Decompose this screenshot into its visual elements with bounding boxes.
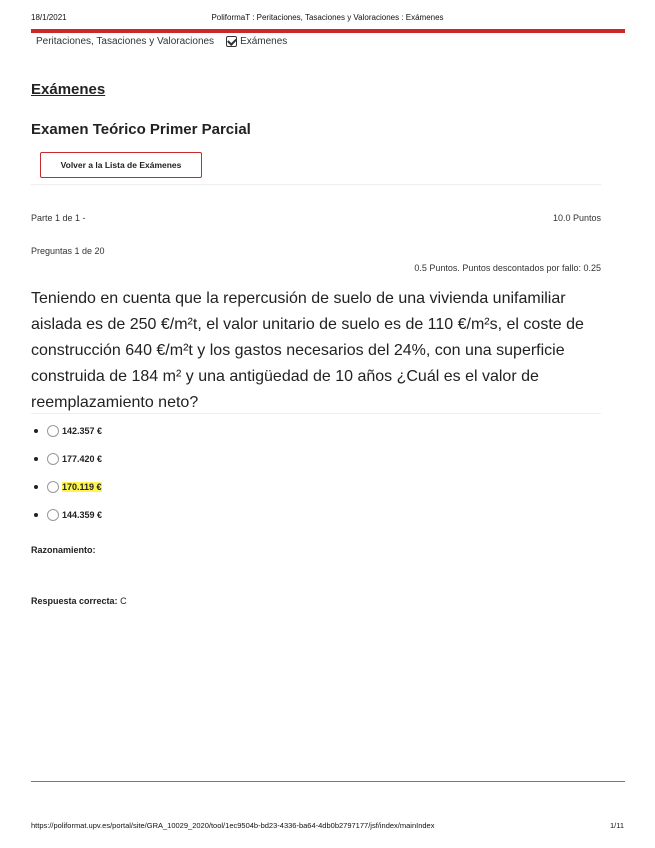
answer-option-a: [31, 417, 102, 445]
radio-button[interactable]: [47, 481, 59, 493]
answer-option-c: [31, 473, 102, 501]
option-label-highlighted: 170.119 €: [62, 482, 102, 492]
option-label: 177.420 €: [62, 454, 103, 464]
print-header: [31, 13, 624, 27]
section-title: Exámenes: [31, 81, 106, 98]
print-title: PoliformaT : Peritaciones, Tasaciones y Valoraciones : Exámenes: [211, 13, 444, 22]
option-label: 144.359 €: [62, 510, 103, 520]
correct-answer: [31, 596, 127, 606]
radio-button[interactable]: [47, 425, 59, 437]
exam-title: Examen Teórico Primer Parcial: [31, 121, 251, 138]
option-label: 142.357 €: [62, 426, 103, 436]
total-points: 10.0 Puntos: [552, 213, 601, 223]
portal-accent-bar: [31, 29, 625, 33]
correct-answer-value: C: [120, 596, 127, 606]
radio-button[interactable]: [47, 509, 59, 521]
bullet-icon: [34, 457, 38, 461]
part-indicator: Parte 1 de 1 -: [31, 213, 86, 223]
breadcrumb: [36, 36, 287, 47]
answer-options: [31, 417, 102, 529]
print-url: https://poliformat.upv.es/portal/site/GRA_10029_2020/tool/1ec9504b-bd23-4336-ba64-4db0b2797177/jsf/index/mainIndex: [31, 821, 435, 830]
reasoning-label: Razonamiento:: [31, 545, 96, 555]
print-date: 18/1/2021: [31, 13, 67, 22]
answer-option-d: [31, 501, 102, 529]
footer-divider: [31, 781, 625, 782]
answer-option-b: [31, 445, 102, 473]
back-to-exam-list-button[interactable]: Volver a la Lista de Exámenes: [40, 152, 202, 178]
radio-button[interactable]: [47, 453, 59, 465]
bullet-icon: [34, 429, 38, 433]
bullet-icon: [34, 513, 38, 517]
checkbox-icon: [226, 36, 237, 47]
correct-answer-label: Respuesta correcta:: [31, 596, 118, 606]
question-count: Preguntas 1 de 20: [31, 246, 105, 256]
question-points: 0.5 Puntos. Puntos descontados por fallo: 0.25: [414, 263, 601, 273]
question-text: Teniendo en cuenta que la repercusión de suelo de una vivienda unifamiliar aislada es de 250 €/m²t, el valor unitario de suelo es de 110 €/m²s, el coste de construcción 640 €/m²t y los gastos necesarios del 24%, con una superficie construida de 184 m² y una antigüedad de 10 años ¿Cuál es el valor de reemplazamiento neto?: [31, 290, 584, 411]
breadcrumb-current[interactable]: Exámenes: [240, 36, 288, 47]
page-number: 1/11: [609, 821, 624, 830]
divider: [31, 184, 601, 185]
breadcrumb-course[interactable]: Peritaciones, Tasaciones y Valoraciones: [36, 36, 215, 47]
divider: [31, 413, 601, 414]
bullet-icon: [34, 485, 38, 489]
